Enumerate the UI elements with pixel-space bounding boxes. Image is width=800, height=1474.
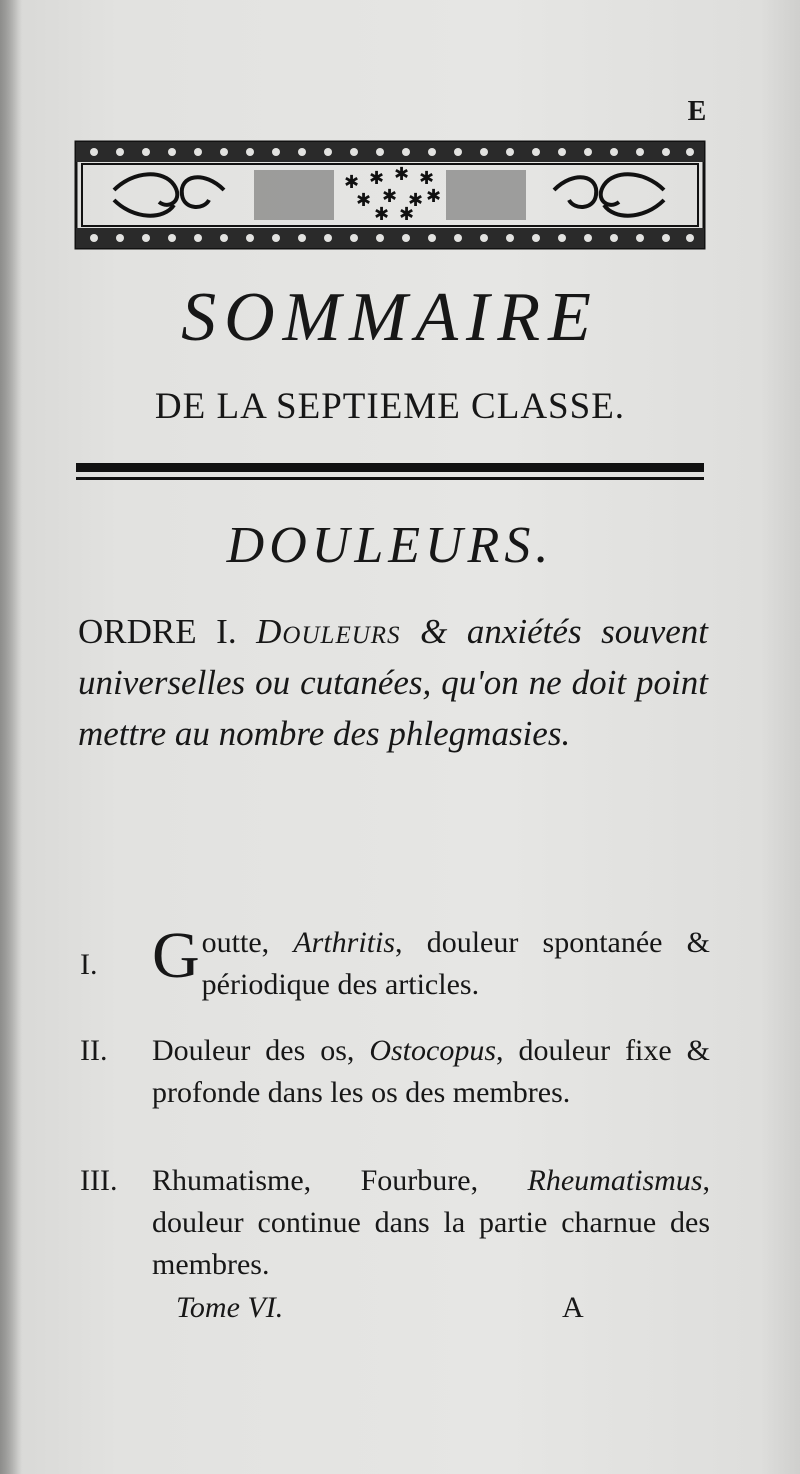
- entry-latin-name: Arthritis: [293, 926, 396, 959]
- entry-number: III.: [80, 1164, 118, 1197]
- svg-text:✱: ✱: [426, 186, 442, 207]
- order-paragraph: [78, 606, 708, 759]
- page-title: SOMMAIRE: [181, 279, 599, 356]
- page-gutter-shadow: [0, 0, 22, 1474]
- drop-cap: G: [152, 919, 200, 992]
- signature-mark: E: [687, 96, 707, 127]
- decorative-headpiece: [74, 140, 706, 250]
- page-subtitle: DE LA SEPTIEME CLASSE.: [154, 386, 626, 427]
- entry-description: , douleur fixe & profonde dans les os des membres.: [152, 1034, 710, 1109]
- entry-description: , douleur spontanée & périodique des articles.: [201, 926, 710, 1001]
- entry-description: , douleur continue dans la partie charnue des membres.: [152, 1164, 711, 1281]
- svg-text:✱: ✱: [369, 168, 385, 189]
- entry-number: I.: [80, 948, 98, 981]
- entry-latin-name: Rheumatismus: [527, 1164, 703, 1197]
- list-item: [80, 919, 710, 1006]
- entry-name: Douleur des os,: [152, 1034, 355, 1067]
- list-item: [80, 1160, 710, 1286]
- order-label: ORDRE I.: [78, 612, 237, 651]
- svg-text:✱: ✱: [356, 190, 372, 211]
- svg-text:✱: ✱: [394, 164, 410, 185]
- entry-latin-name: Ostocopus: [369, 1034, 497, 1067]
- svg-text:✱: ✱: [408, 190, 424, 211]
- volume-label: Tome VI.: [176, 1291, 284, 1324]
- order-description: & anxiétés souvent universelles ou cutanées, qu'on ne doit point mettre au nombre des phlegmasies.: [78, 612, 709, 753]
- footer-signature: A: [562, 1291, 584, 1324]
- list-item: [80, 1030, 710, 1114]
- svg-text:✱: ✱: [374, 204, 390, 225]
- svg-text:✱: ✱: [344, 172, 360, 193]
- svg-text:✱: ✱: [399, 204, 415, 225]
- svg-text:✱: ✱: [419, 168, 435, 189]
- section-heading: DOULEURS.: [226, 517, 554, 574]
- entry-name: Rhumatisme, Fourbure,: [152, 1164, 479, 1197]
- order-heading: Douleurs: [256, 612, 401, 651]
- double-rule-divider: [76, 463, 704, 485]
- entry-number: II.: [80, 1034, 108, 1067]
- entry-name: outte,: [201, 926, 270, 959]
- svg-text:✱: ✱: [382, 186, 398, 207]
